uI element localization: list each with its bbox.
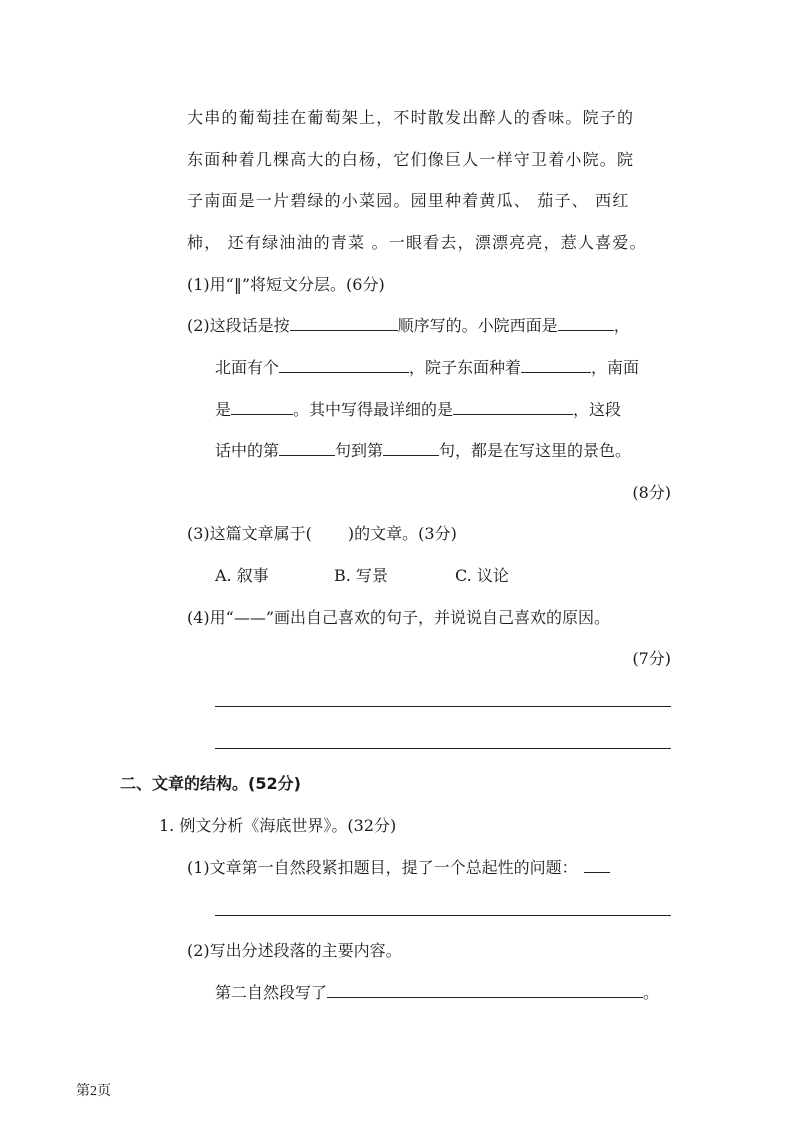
section-2-q1-sub-1 — [187, 856, 610, 880]
q2-text-f: ，南面 — [591, 358, 640, 377]
question-4-score: (7分) — [632, 649, 671, 668]
q2-blank-west[interactable] — [558, 314, 614, 331]
q2-blank-order[interactable] — [290, 314, 398, 331]
section-2-q1-sub-3 — [215, 981, 659, 1005]
q2-blank-east[interactable] — [521, 356, 591, 373]
q3-option-c[interactable]: C. 议论 — [455, 566, 509, 585]
question-2-line-3 — [215, 398, 621, 422]
q2-text-k: 句到第 — [335, 441, 384, 460]
question-4: (4)用“——”画出自己喜欢的句子，并说说自己喜欢的原因。 — [187, 608, 611, 627]
q3-text-a: (3)这篇文章属于( — [187, 524, 312, 543]
q2-text-b: 顺序写的。小院西面是 — [397, 316, 558, 335]
section-2-title: 二、文章的结构。(52分) — [120, 774, 301, 793]
s2q1-3-blank[interactable] — [327, 981, 643, 998]
question-2-line-2 — [215, 356, 639, 380]
q2-blank-south[interactable] — [231, 398, 293, 415]
q2-text-c: ， — [613, 316, 630, 335]
q2-text-h: 。其中写得最详细的是 — [293, 400, 454, 419]
s2q1-1-blank[interactable] — [584, 856, 610, 873]
q2-text-l: 句，都是在写这里的景色。 — [439, 441, 632, 460]
s2q1-3-text: 第二自然段写了 — [215, 983, 328, 1002]
passage-line-4: 柿， 还有绿油油的青菜 。一眼看去，漂漂亮亮，惹人喜爱。 — [187, 233, 647, 252]
s2q1-1-text: (1)文章第一自然段紧扣题目，提了一个总起性的问题： — [187, 858, 578, 877]
page-number: 第2页 — [76, 1084, 111, 1099]
section-2-question-1-title: 1. 例文分析《海底世界》。(32分) — [159, 816, 397, 835]
question-3 — [187, 522, 457, 546]
q2-text-d: 北面有个 — [215, 358, 280, 377]
q2-text-a: (2)这段话是按 — [187, 316, 290, 335]
answer-line-2[interactable] — [215, 748, 671, 749]
question-1: (1)用“‖”将短文分层。(6分) — [187, 275, 385, 294]
q3-option-a[interactable]: A. 叙事 — [215, 566, 269, 585]
q2-blank-detail[interactable] — [453, 398, 573, 415]
q2-blank-from[interactable] — [279, 439, 335, 456]
section-2-q1-sub-2: (2)写出分述段落的主要内容。 — [187, 941, 402, 960]
passage-line-3: 子南面是一片碧绿的小菜园。园里种着黄瓜、 茄子、 西红 — [187, 191, 630, 210]
answer-line-1[interactable] — [215, 706, 671, 707]
q2-text-j: 话中的第 — [215, 441, 280, 460]
q2-blank-north[interactable] — [279, 356, 409, 373]
q3-text-b: )的文章。(3分) — [347, 524, 457, 543]
passage-line-1: 大串的葡萄挂在葡萄架上，不时散发出醉人的香味。院子的 — [187, 108, 635, 127]
passage-line-2: 东面种着几棵高大的白杨，它们像巨人一样守卫着小院。院 — [187, 150, 635, 169]
q2-text-i: ，这段 — [573, 400, 622, 419]
question-2-score: (8分) — [632, 483, 671, 502]
question-2-line-1 — [187, 314, 630, 338]
q2-blank-to[interactable] — [383, 439, 439, 456]
s2q1-3-end: 。 — [643, 983, 660, 1002]
q2-text-g: 是 — [215, 400, 232, 419]
answer-line-3[interactable] — [215, 915, 671, 916]
q2-text-e: ，院子东面种着 — [409, 358, 522, 377]
question-2-line-4 — [215, 439, 631, 463]
q3-option-b[interactable]: B. 写景 — [334, 566, 388, 585]
